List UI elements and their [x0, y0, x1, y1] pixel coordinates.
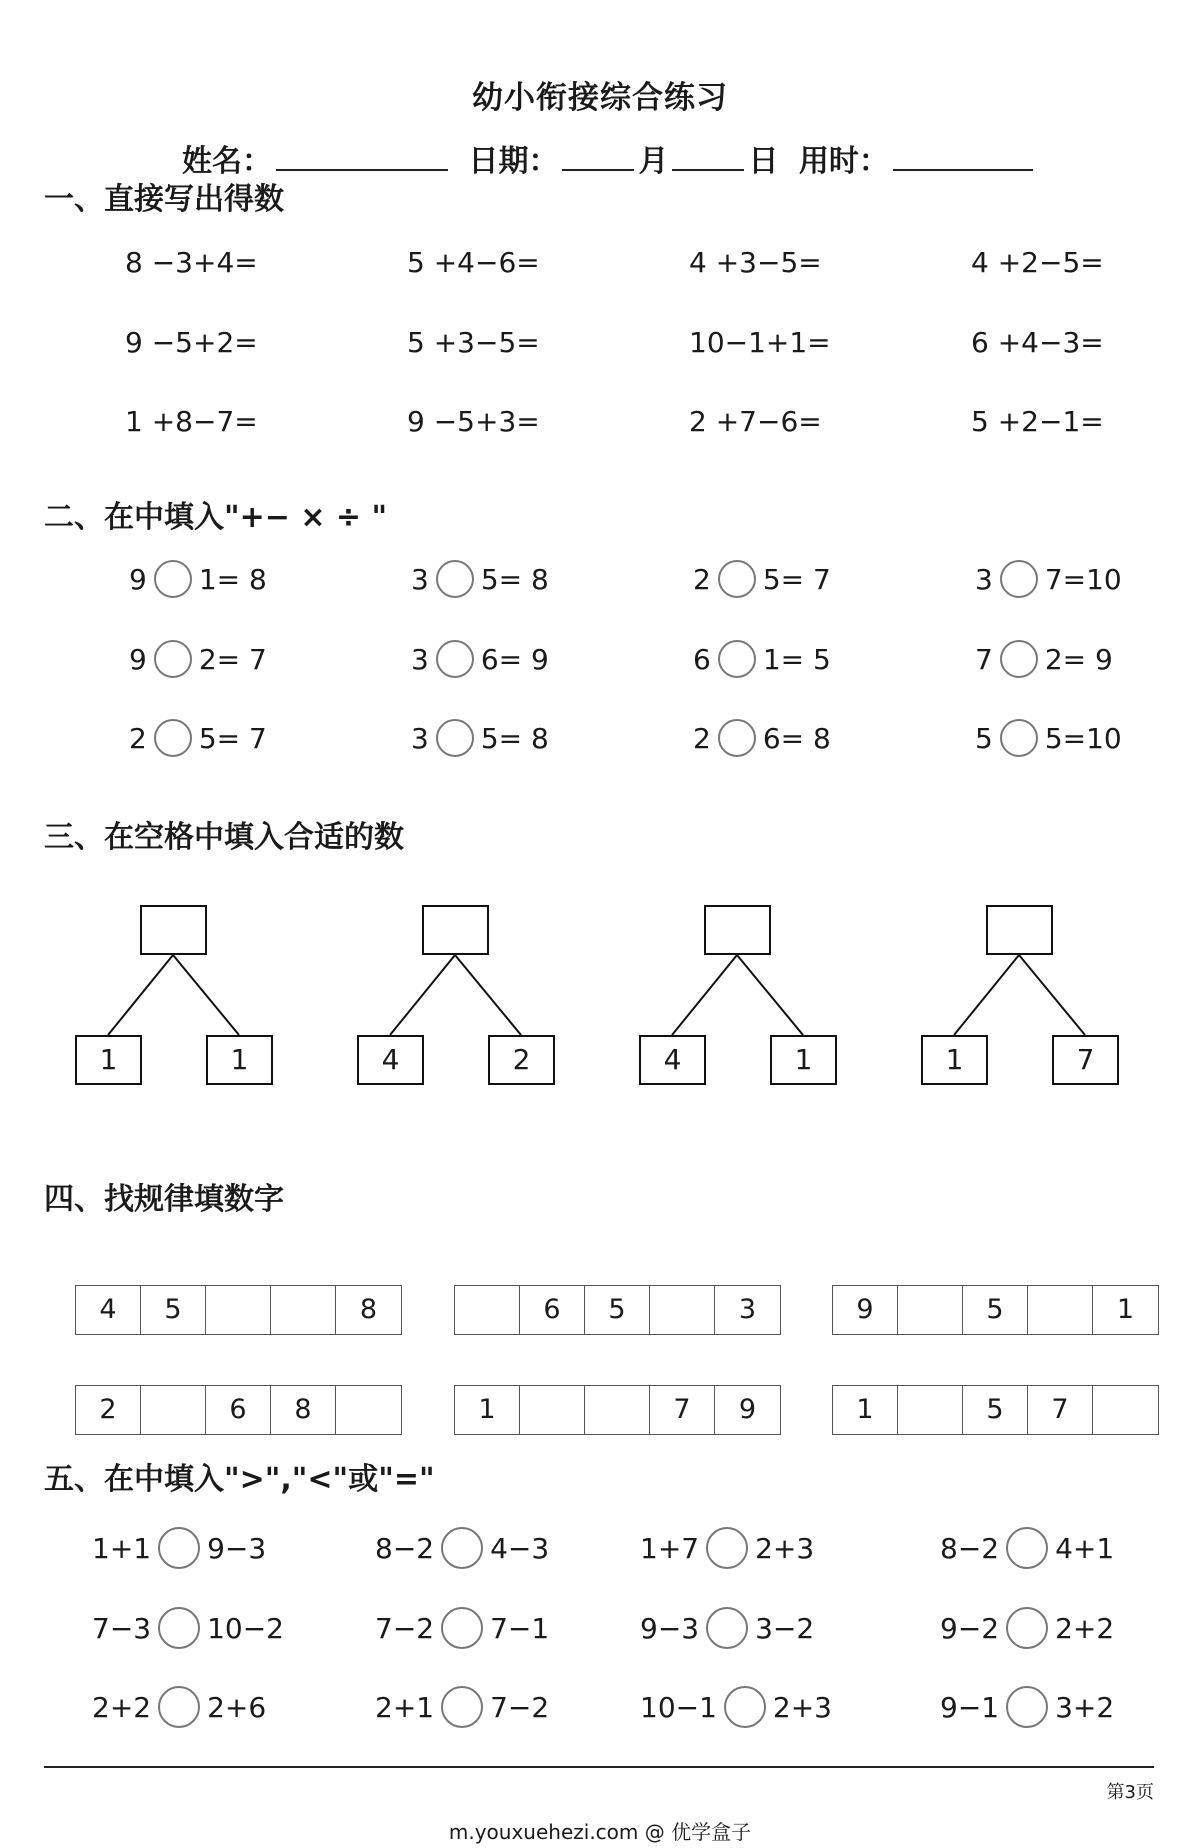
compare-circle[interactable] — [441, 1527, 483, 1569]
left-expression: 9−2 — [940, 1611, 1000, 1645]
time-blank[interactable] — [893, 143, 1033, 171]
left-expression: 1+7 — [640, 1531, 700, 1565]
pattern-cell: 2 — [76, 1386, 141, 1434]
pattern-table — [454, 1385, 781, 1435]
pattern-cell: 6 — [206, 1386, 271, 1434]
operator-equation — [129, 719, 267, 757]
left-operand: 3 — [975, 562, 993, 596]
operator-equation — [975, 640, 1113, 678]
answer-circle[interactable] — [718, 560, 756, 598]
pattern-table — [75, 1285, 402, 1335]
operator-equation — [411, 560, 549, 598]
pattern-cell[interactable] — [271, 1286, 336, 1334]
pattern-table — [75, 1385, 402, 1435]
date-label: 日期： — [468, 144, 559, 179]
pattern-table — [832, 1285, 1159, 1335]
pattern-cell: 9 — [738, 1394, 757, 1425]
equation: 5 +2−1= — [971, 405, 1104, 438]
left-expression: 9−3 — [640, 1611, 700, 1645]
left-expression: 8−2 — [940, 1531, 1000, 1565]
left-expression: 7−2 — [375, 1611, 435, 1645]
operator-equation — [411, 640, 549, 678]
footer-divider — [44, 1766, 1154, 1768]
pattern-cell: 7 — [650, 1386, 715, 1434]
pattern-cell[interactable] — [141, 1386, 206, 1434]
answer-circle[interactable] — [154, 719, 192, 757]
right-expression: 10−2 — [207, 1611, 284, 1645]
page-number: 第3页 — [1106, 1782, 1154, 1803]
student-info-line — [182, 136, 1037, 180]
answer-circle[interactable] — [1000, 560, 1038, 598]
pattern-cell[interactable] — [898, 1386, 963, 1434]
pattern-cell[interactable] — [650, 1286, 715, 1334]
answer-circle[interactable] — [154, 640, 192, 678]
left-expression: 7−3 — [92, 1611, 152, 1645]
footer-site: m.youxuehezi.com @ 优学盒子 — [448, 1820, 752, 1844]
name-label: 姓名： — [182, 144, 272, 179]
pattern-cell[interactable] — [455, 1286, 520, 1334]
compare-circle[interactable] — [706, 1527, 748, 1569]
operator-equation — [693, 719, 831, 757]
pattern-cell[interactable] — [1093, 1386, 1158, 1434]
equation: 9 −5+2= — [125, 326, 258, 359]
left-operand: 2 — [693, 562, 711, 596]
left-operand: 7 — [975, 642, 993, 676]
compare-circle[interactable] — [158, 1607, 200, 1649]
operator-equation — [411, 719, 549, 757]
comparison — [92, 1686, 266, 1728]
month-blank[interactable] — [562, 143, 634, 171]
answer-circle[interactable] — [718, 640, 756, 678]
left-expression: 2+2 — [92, 1690, 152, 1724]
answer-circle[interactable] — [718, 719, 756, 757]
pattern-cell[interactable] — [206, 1286, 271, 1334]
left-operand: 3 — [411, 562, 429, 596]
tree-left-box: 4 — [639, 1035, 706, 1085]
name-blank[interactable] — [276, 143, 448, 171]
left-operand: 3 — [411, 642, 429, 676]
equation: 1 +8−7= — [125, 405, 258, 438]
right-side: 1= 5 — [762, 642, 831, 676]
tree-left-box: 1 — [75, 1035, 142, 1085]
comparison — [92, 1527, 266, 1569]
equation: 9 −5+3= — [407, 405, 540, 438]
pattern-cell: 8 — [271, 1386, 336, 1434]
tree-branch — [672, 955, 737, 1035]
equation: 10−1+1= — [689, 326, 831, 359]
right-side: 5=10 — [1044, 721, 1122, 755]
pattern-cell: 1 — [455, 1386, 520, 1434]
pattern-cell: 9 — [833, 1286, 898, 1334]
day-blank[interactable] — [672, 143, 744, 171]
tree-right-box: 2 — [488, 1035, 555, 1085]
compare-circle[interactable] — [1006, 1527, 1048, 1569]
compare-circle[interactable] — [706, 1607, 748, 1649]
operator-equation — [129, 560, 267, 598]
left-expression: 8−2 — [375, 1531, 435, 1565]
answer-circle[interactable] — [1000, 719, 1038, 757]
comparison — [640, 1607, 814, 1649]
left-operand: 9 — [129, 642, 147, 676]
comparison — [640, 1527, 814, 1569]
time-label: 用时： — [798, 144, 889, 179]
compare-circle[interactable] — [441, 1686, 483, 1728]
comparison — [375, 1686, 549, 1728]
comparison — [940, 1686, 1114, 1728]
right-expression: 3−2 — [755, 1611, 815, 1645]
pattern-table — [832, 1385, 1159, 1435]
tree-branch — [954, 955, 1019, 1035]
tree-left-box: 4 — [357, 1035, 424, 1085]
equation: 4 +2−5= — [971, 246, 1104, 279]
tree-right-box: 1 — [770, 1035, 837, 1085]
compare-circle[interactable] — [158, 1527, 200, 1569]
tree-top-box[interactable] — [704, 905, 771, 955]
tree-right-box: 1 — [206, 1035, 273, 1085]
compare-circle[interactable] — [1006, 1607, 1048, 1649]
right-expression: 2+2 — [1055, 1611, 1115, 1645]
right-side: 7=10 — [1044, 562, 1122, 596]
pattern-cell[interactable] — [1028, 1286, 1093, 1334]
compare-circle[interactable] — [724, 1686, 766, 1728]
equation: 5 +3−5= — [407, 326, 540, 359]
left-operand: 9 — [129, 562, 147, 596]
pattern-cell: 1 — [833, 1386, 898, 1434]
equation: 6 +4−3= — [971, 326, 1104, 359]
comparison — [375, 1607, 549, 1649]
month-label: 月 — [638, 144, 669, 179]
right-side: 5= 7 — [762, 562, 831, 596]
section-3-heading: 三、在空格中填入合适的数 — [44, 820, 404, 855]
pattern-cell[interactable] — [898, 1286, 963, 1334]
pattern-cell: 5 — [585, 1286, 650, 1334]
right-expression: 2+3 — [755, 1531, 815, 1565]
right-side: 5= 8 — [480, 562, 549, 596]
pattern-cell: 6 — [520, 1286, 585, 1334]
answer-circle[interactable] — [1000, 640, 1038, 678]
pattern-cell: 5 — [141, 1286, 206, 1334]
right-expression: 4+1 — [1055, 1531, 1115, 1565]
left-operand: 6 — [693, 642, 711, 676]
compare-circle[interactable] — [1006, 1686, 1048, 1728]
pattern-cell[interactable] — [585, 1386, 650, 1434]
right-side: 6= 9 — [480, 642, 549, 676]
pattern-cell[interactable] — [336, 1386, 401, 1434]
right-expression: 7−1 — [490, 1611, 550, 1645]
right-expression: 7−2 — [490, 1690, 550, 1724]
operator-equation — [693, 640, 831, 678]
answer-circle[interactable] — [154, 560, 192, 598]
right-expression: 2+6 — [207, 1690, 267, 1724]
page-title: 幼小衔接综合练习 — [472, 80, 728, 116]
answer-circle[interactable] — [436, 640, 474, 678]
tree-left-box: 1 — [921, 1035, 988, 1085]
comparison — [940, 1527, 1114, 1569]
tree-branch — [1019, 955, 1085, 1035]
tree-right-box: 7 — [1052, 1035, 1119, 1085]
tree-top-box[interactable] — [140, 905, 207, 955]
right-expression: 9−3 — [207, 1531, 267, 1565]
equation: 4 +3−5= — [689, 246, 822, 279]
comparison — [640, 1686, 832, 1728]
answer-circle[interactable] — [436, 560, 474, 598]
day-label: 日 — [748, 144, 779, 179]
left-expression: 10−1 — [640, 1690, 717, 1724]
pattern-cell[interactable] — [520, 1386, 585, 1434]
operator-equation — [693, 560, 831, 598]
section-2-heading: 二、在中填入"+− × ÷ " — [44, 500, 388, 535]
comparison — [92, 1607, 284, 1649]
tree-top-box[interactable] — [422, 905, 489, 955]
section-4-heading: 四、找规律填数字 — [44, 1182, 284, 1217]
right-side: 2= 7 — [198, 642, 267, 676]
pattern-cell: 7 — [1028, 1386, 1093, 1434]
right-expression: 2+3 — [772, 1690, 832, 1724]
left-operand: 5 — [975, 721, 993, 755]
compare-circle[interactable] — [441, 1607, 483, 1649]
left-expression: 2+1 — [375, 1690, 435, 1724]
section-1-heading: 一、直接写出得数 — [44, 182, 284, 217]
right-side: 6= 8 — [762, 721, 831, 755]
comparison — [375, 1527, 549, 1569]
right-side: 1= 8 — [198, 562, 267, 596]
tree-branch — [108, 955, 173, 1035]
pattern-cell: 8 — [359, 1294, 378, 1325]
comparison — [940, 1607, 1114, 1649]
right-expression: 4−3 — [490, 1531, 550, 1565]
section-5-heading: 五、在中填入">","<"或"=" — [44, 1462, 435, 1497]
answer-circle[interactable] — [436, 719, 474, 757]
pattern-table — [454, 1285, 781, 1335]
right-side: 5= 7 — [198, 721, 267, 755]
right-side: 2= 9 — [1044, 642, 1113, 676]
right-side: 5= 8 — [480, 721, 549, 755]
operator-equation — [975, 560, 1122, 598]
pattern-cell: 1 — [1116, 1294, 1135, 1325]
pattern-cell: 4 — [76, 1286, 141, 1334]
pattern-cell: 3 — [738, 1294, 757, 1325]
tree-branch — [737, 955, 803, 1035]
tree-branch — [173, 955, 239, 1035]
tree-top-box[interactable] — [986, 905, 1053, 955]
operator-equation — [129, 640, 267, 678]
left-operand: 2 — [129, 721, 147, 755]
pattern-cell: 5 — [963, 1286, 1028, 1334]
left-expression: 9−1 — [940, 1690, 1000, 1724]
left-expression: 1+1 — [92, 1531, 152, 1565]
left-operand: 2 — [693, 721, 711, 755]
tree-branch — [455, 955, 521, 1035]
equation: 2 +7−6= — [689, 405, 822, 438]
pattern-cell: 5 — [963, 1386, 1028, 1434]
equation: 8 −3+4= — [125, 246, 258, 279]
operator-equation — [975, 719, 1122, 757]
equation: 5 +4−6= — [407, 246, 540, 279]
compare-circle[interactable] — [158, 1686, 200, 1728]
right-expression: 3+2 — [1055, 1690, 1115, 1724]
tree-branch — [390, 955, 455, 1035]
left-operand: 3 — [411, 721, 429, 755]
